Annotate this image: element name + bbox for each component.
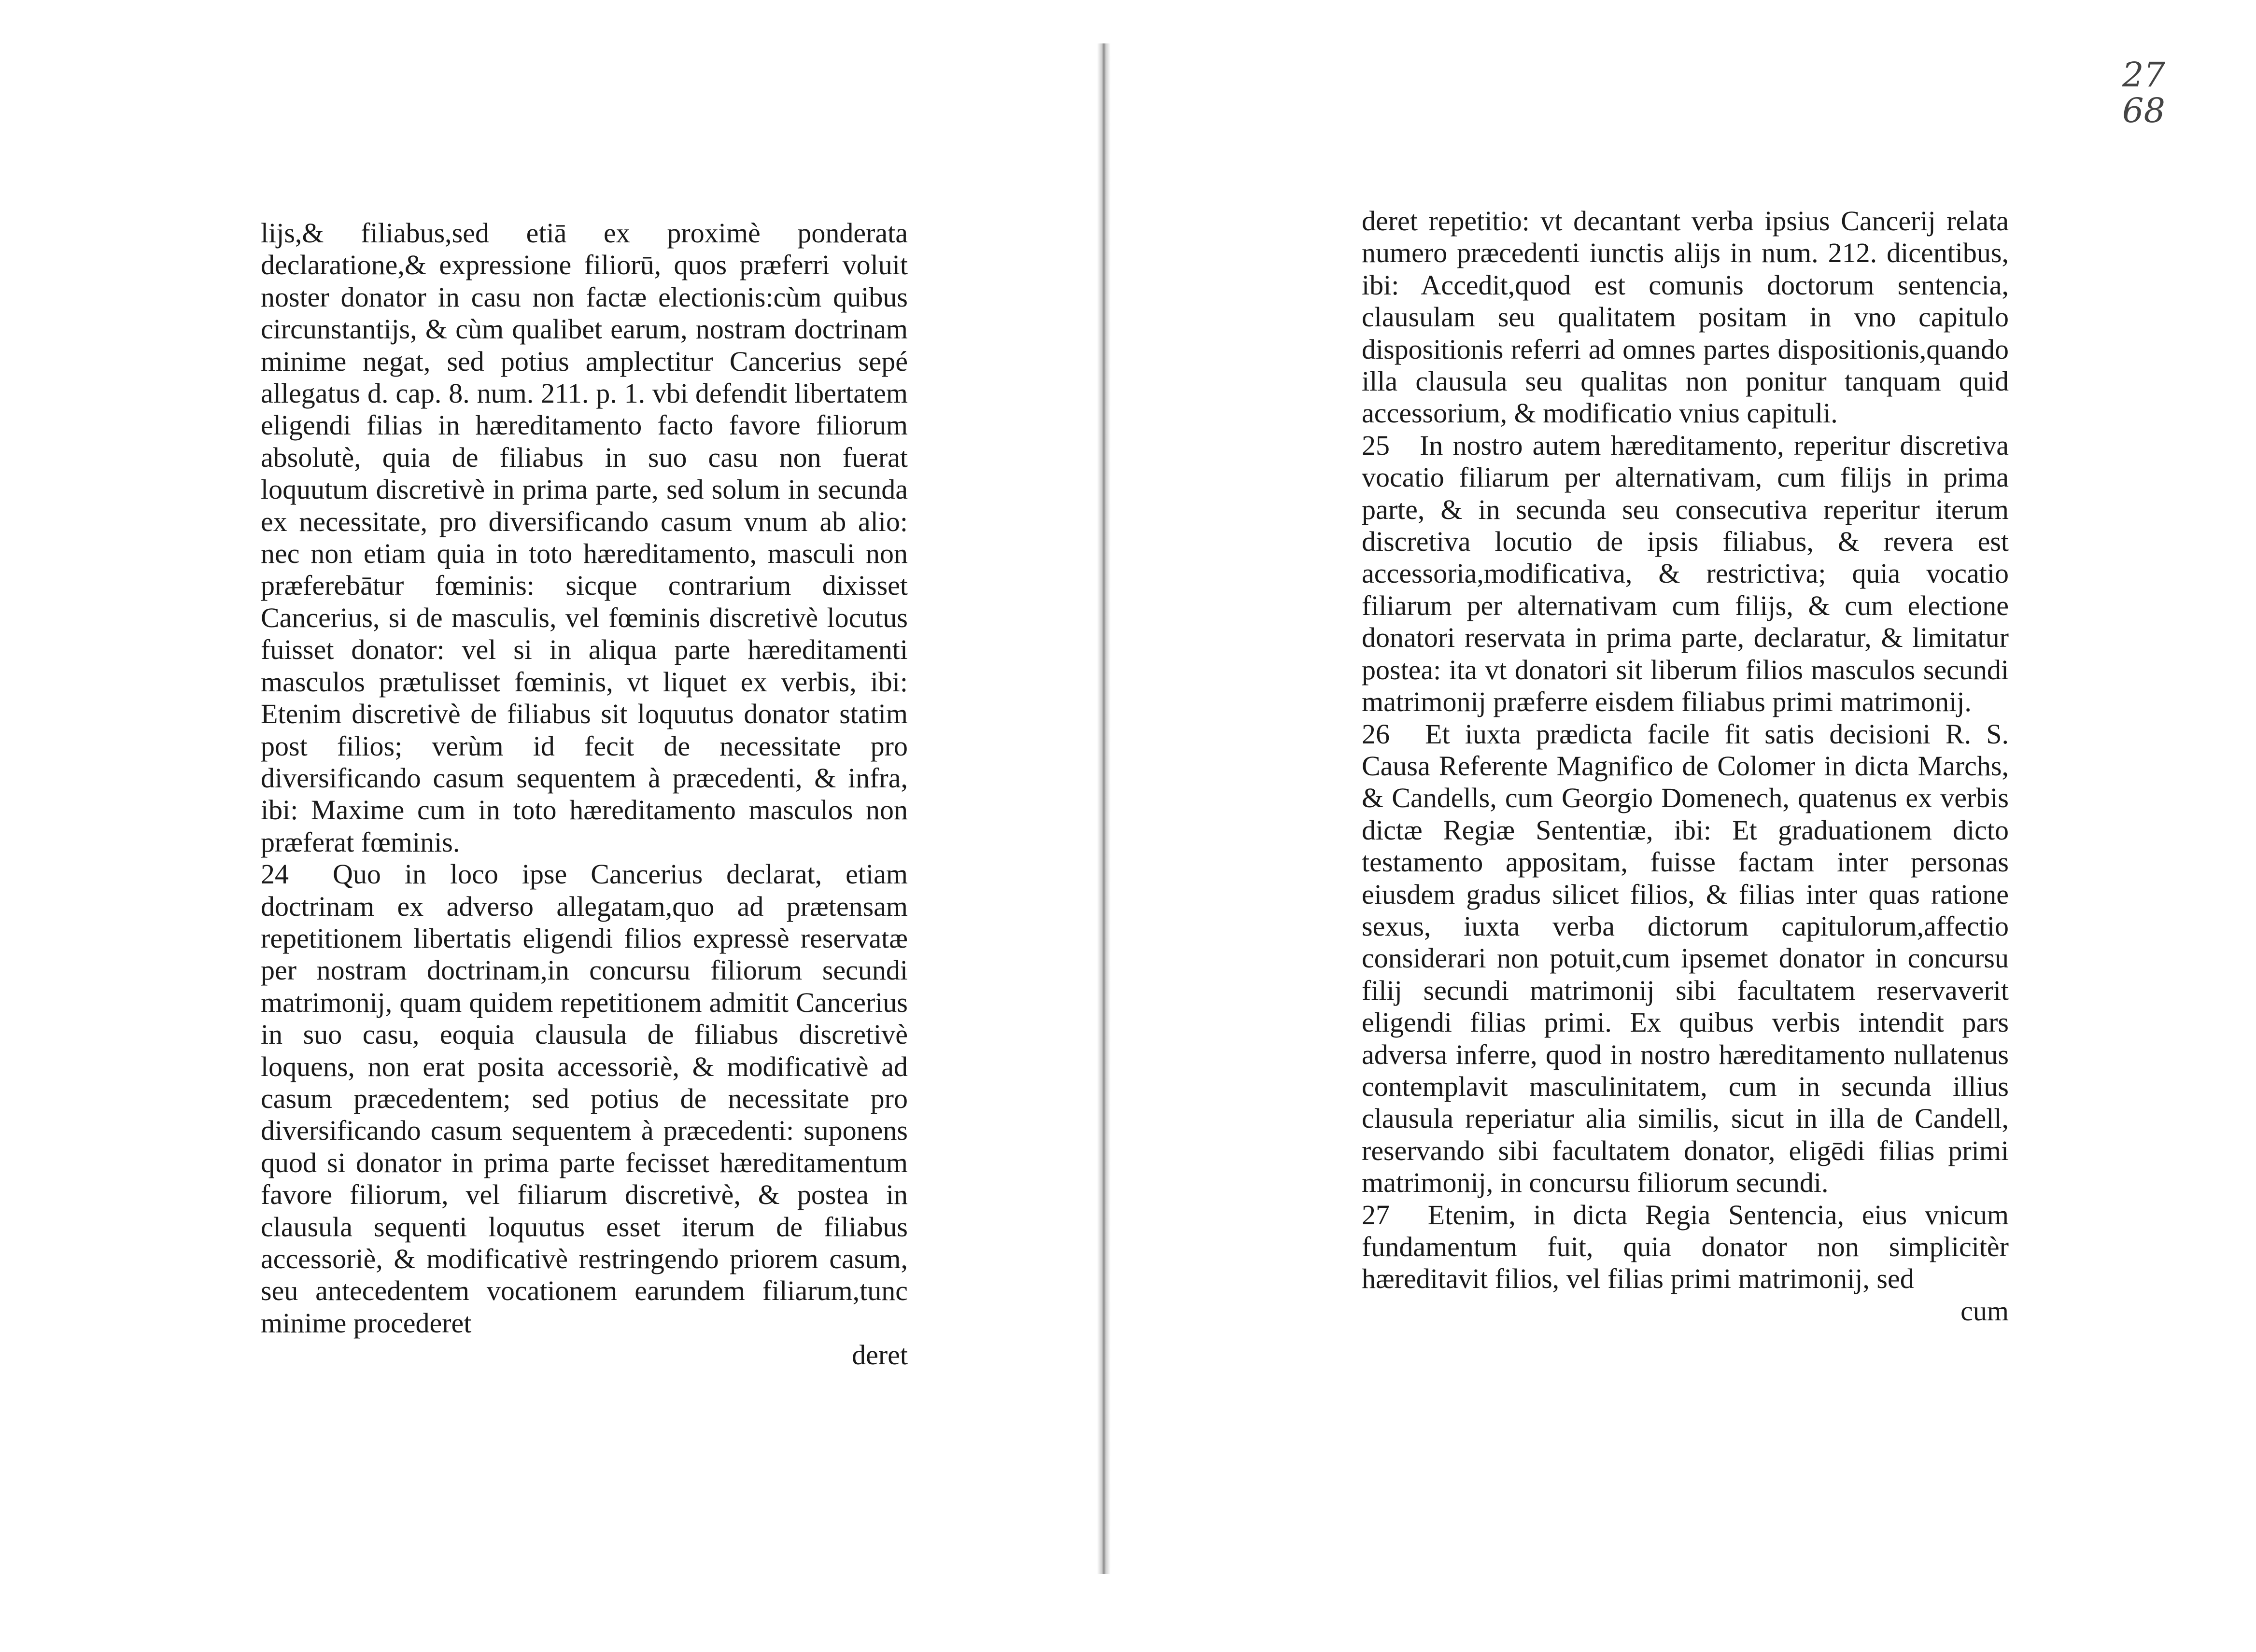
paragraph-number: 25 — [1362, 429, 1390, 461]
folio-upper: 27 — [2122, 55, 2166, 95]
left-page — [261, 217, 908, 1372]
right-paragraph-text: deret repetitio: vt decantant verba ipsius Cancerij relata numero præcedenti iunctis alijs in num. 212. dicentibus, ibi: Accedit,quod est comunis doctorum sentencia, clausulam seu qualitatem positam in vno capitulo dispositionis referri ad omnes partes dispositionis,quando illa clausula seu qualitas non ponitur tanquam quid accessorium, & modificatio vnius capituli. — [1362, 205, 2009, 429]
paragraph-number: 26 — [1362, 718, 1390, 750]
right-paragraph-text: In nostro autem hæreditamento, reperitur discretiva vocatio filiarum per alternativam, cum filijs in prima parte, & in secunda seu consecutiva reperitur iterum discretiva locutio de ipsis filiabus, & revera est accessoria,modificativa, & restrictiva; quia vocatio filiarum per alternativam cum filijs, & cum electione donatori reservata in prima parte, declaratur, & limitatur postea: ita vt donatori sit liberum filios masculos secundi matrimonij præferre eisdem filiabus primi matrimonij. — [1362, 429, 2009, 718]
left-paragraph — [261, 217, 908, 858]
folio-lower: 68 — [2122, 91, 2166, 130]
left-paragraph-text: lijs,& filiabus,sed etiā ex proximè ponderata declaratione,& expressione filiorū, quos præferri voluit noster donator in casu non factæ electionis:cùm quibus circunstantijs, & cùm qualibet earum, nostram doctrinam minime negat, sed potius amplectitur Cancerius sepé allegatus d. cap. 8. num. 211. p. 1. vbi defendit libertatem eligendi filias in hæreditamento facto favore filiorum absolutè, quia de filiabus in suo casu non fuerat loquutum discretivè in prima parte, sed solum in secunda ex necessitate, pro diversificando casum vnum ab alio: nec non etiam quia in toto hæreditamento, masculi non præferebātur fœminis: sicque contrarium dixisset Cancerius, si de masculis, vel fœminis discretivè locutus fuisset donator: vel si in aliqua parte hæreditamenti masculos prætulisset fœminis, vt liquet ex verbis, ibi: Etenim discretivè de filiabus sit loquutus donator statim post filios; verùm id fecit de necessitate pro diversificando casum sequentem à præcedenti, & infra, ibi: Maxime cum in toto hæreditamento masculos non præferat fœminis. — [261, 217, 908, 858]
right-paragraph-27 — [1362, 1199, 2009, 1295]
left-paragraph-24 — [261, 858, 908, 1339]
right-paragraph-text: Et iuxta prædicta facile fit satis decisioni R. S. Causa Referente Magnifico de Colomer in dicta Marchs, & Candells, cum Georgio Domenech, quatenus ex verbis dictæ Regiæ Sententiæ, ibi: Et graduationem dicto testamento appositam, fuisse factam inter personas eiusdem gradus silicet filios, & filias inter quas ratione sexus, iuxta verba dictorum capitulorum,affectio considerari non potuit,cum ipsemet donator in concursu filij secundi matrimonij sibi facultatem reservaverit eligendi filias primi. Ex quibus verbis intendit pars adversa inferre, quod in nostro hæreditamento nullatenus contemplavit masculinitatem, cum in secunda illius clausula reperiatur alia similis, sicut in illa de Candell, reservando sibi facultatem donator, eligēdi filias primi matrimonij, in concursu filiorum secundi. — [1362, 718, 2009, 1199]
catchword: deret — [852, 1339, 908, 1371]
right-paragraph-25 — [1362, 430, 2009, 718]
book-gutter — [1097, 43, 1111, 1574]
folio-number — [2122, 57, 2165, 128]
right-paragraph-text: Etenim, in dicta Regia Sentencia, eius vnicum fundamentum fuit, quia donator non simplicitèr hæreditavit filios, vel filias primi matrimonij, sed — [1362, 1199, 2009, 1295]
right-paragraph-26 — [1362, 718, 2009, 1199]
catchword: cum — [1960, 1295, 2009, 1327]
right-paragraph — [1362, 205, 2009, 430]
left-paragraph-text: Quo in loco ipse Cancerius declarat, etiam doctrinam ex adverso allegatam,quo ad prætensam repetitionem libertatis eligendi filios expressè reservatæ per nostram doctrinam,in concursu filiorum secundi matrimonij, quam quidem repetitionem admitit Cancerius in suo casu, eoquia clausula de filiabus discretivè loquens, non erat posita accessoriè, & modificativè ad casum præcedentem; sed potius de necessitate pro diversificando casum sequentem à præcedenti: suponens quod si donator in prima parte fecisset hæreditamentum favore filiorum, vel filiarum discretivè, & postea in clausula sequenti loquutus esset iterum de filiabus accessoriè, & modificativè restringendo priorem casum, seu antecedentem vocationem earundem filiarum,tunc minime procederet — [261, 858, 908, 1339]
right-page — [1362, 205, 2009, 1327]
paragraph-number: 24 — [261, 858, 289, 890]
paragraph-number: 27 — [1362, 1199, 1390, 1231]
